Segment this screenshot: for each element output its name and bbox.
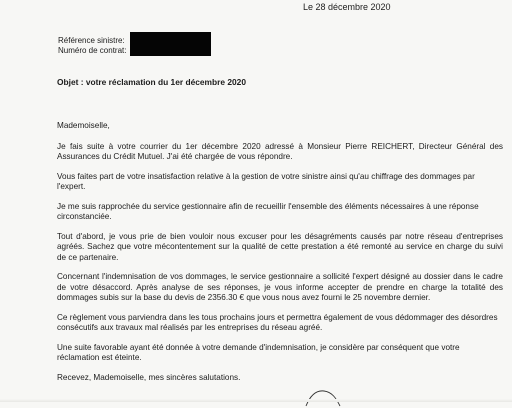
paragraph: Une suite favorable ayant été donnée à votre demande d'indemnisation, je considère par conséquent que votre réclamation est éteinte. bbox=[57, 342, 460, 362]
letter-date: Le 28 décembre 2020 bbox=[303, 2, 391, 12]
paragraph: Vous faites part de votre insatisfaction relative à la gestion de votre sinistre ainsi qu'au chiffrage des dommages par l'expert. bbox=[57, 171, 475, 191]
paragraph: Je me suis rapprochée du service gestionnaire afin de recueillir l'ensemble des éléments nécessaires à une réponse circonstanciée. bbox=[57, 201, 479, 221]
redaction-box bbox=[130, 32, 211, 56]
closing: Recevez, Mademoiselle, mes sincères salutations. bbox=[57, 372, 241, 382]
letter-body bbox=[57, 121, 503, 383]
paragraph: Tout d'abord, je vous prie de bien vouloir nous excuser pour les désagréments causés par notre réseau d'entreprises agréés. Sachez que votre mécontentement sur la qualité de cette prestation a été remonté au service en charge du suivi de ce partenaire. bbox=[57, 231, 503, 262]
paragraph: Concernant l'indemnisation de vos dommages, le service gestionnaire a sollicité l'expert désigné au dossier dans le cadre de votre désaccord. Après analyse de ses réponses, je vous informe accepter de prendre en charge la totalité des dommages subis sur la base du devis de 2356.30 € que vous nous avez fourni le 25 novembre dernier. bbox=[57, 272, 503, 302]
salutation: Mademoiselle, bbox=[57, 121, 110, 130]
reference-block bbox=[58, 36, 126, 55]
paragraph: Je fais suite à votre courrier du 1er décembre 2020 adressé à Monsieur Pierre REICHERT, Directeur Général des Assurances du Crédit Mutuel. J'ai été chargée de vous répondre. bbox=[57, 141, 503, 161]
paragraph: Ce règlement vous parviendra dans les tous prochains jours et permettra également de vous dédommager des désordres consécutifs aux travaux mal réalisés par les entreprises du réseau agréé. bbox=[57, 312, 498, 332]
letter-subject: Objet : votre réclamation du 1er décembre 2020 bbox=[57, 77, 246, 87]
signature-mark bbox=[302, 388, 352, 408]
reference-label: Référence sinistre: bbox=[58, 36, 125, 45]
contract-label: Numéro de contrat: bbox=[58, 45, 127, 55]
